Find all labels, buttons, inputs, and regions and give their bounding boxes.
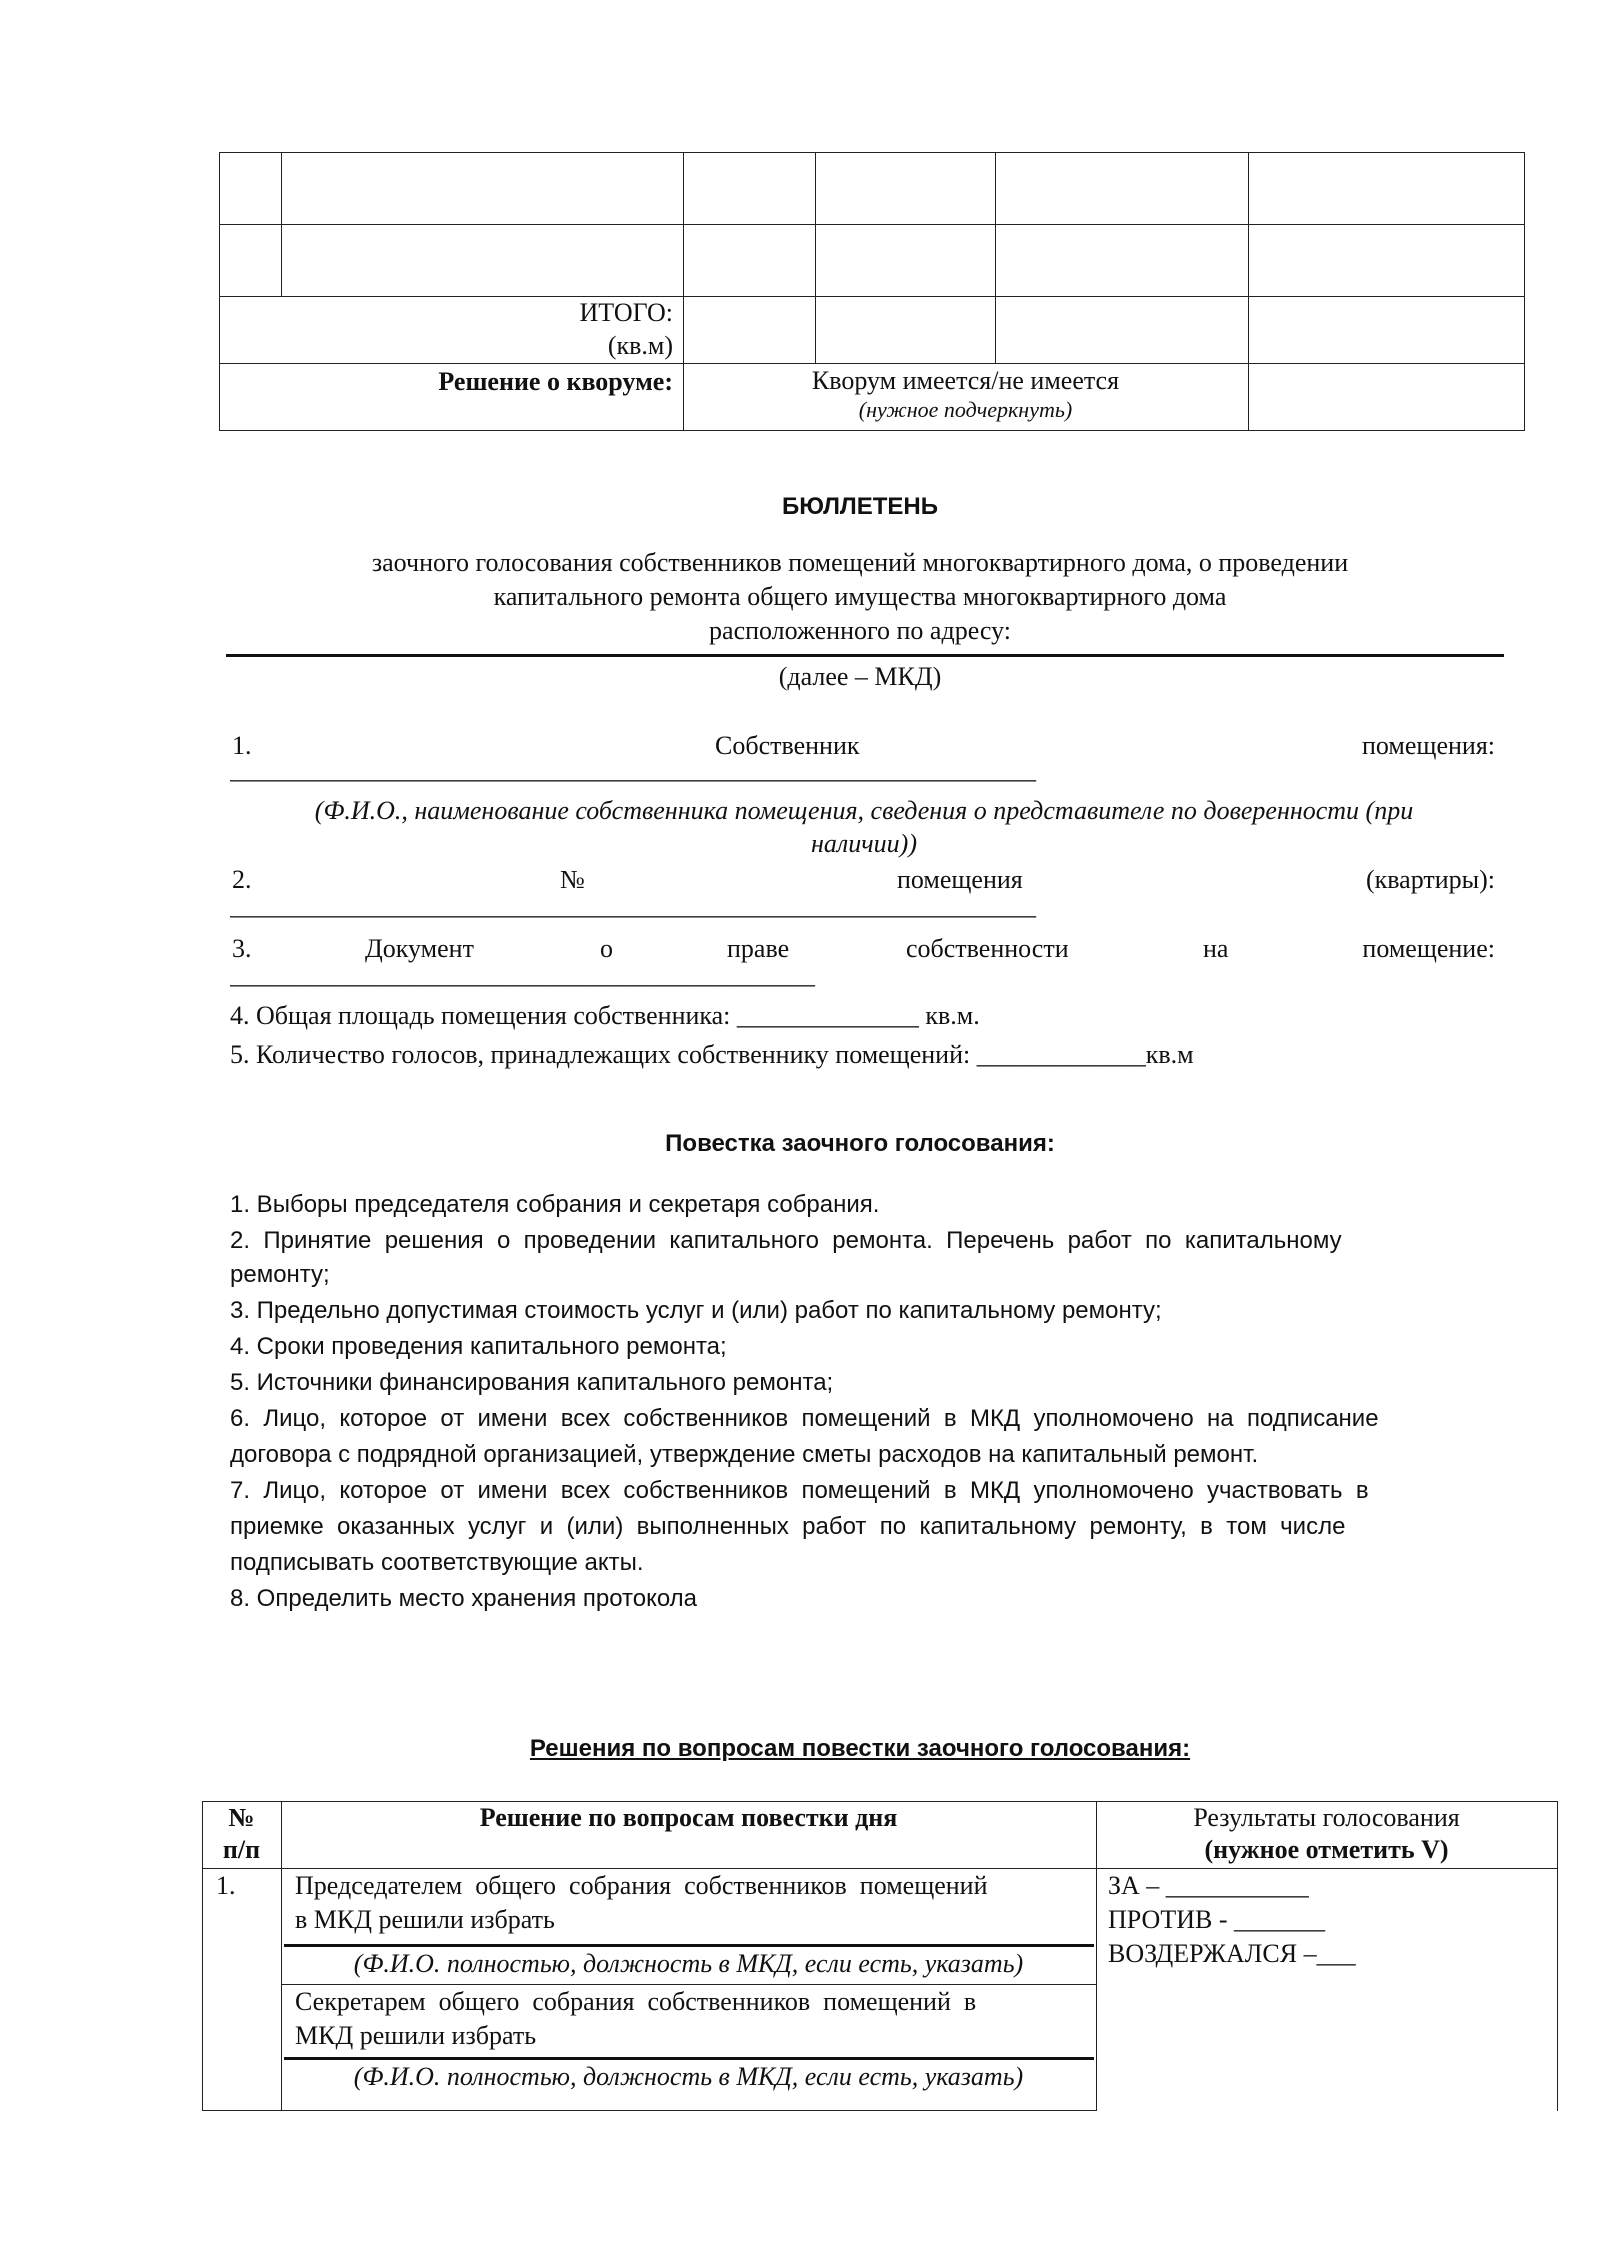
- agenda-item: 7. Лицо, которое от имени всех собственников помещений в МКД уполномочено участвовать в: [230, 1477, 1369, 1504]
- ballot-subtitle-line3: расположенного по адресу:: [709, 616, 1011, 645]
- agenda-item: 1. Выборы председателя собрания и секретаря собрания.: [230, 1191, 880, 1218]
- field-3-word-premises: помещение:: [1362, 934, 1495, 963]
- table-border: [995, 152, 996, 363]
- vote-abstain-field[interactable]: ВОЗДЕРЖАЛСЯ –___: [1108, 1939, 1356, 1968]
- field-1-number: 1.: [232, 731, 252, 760]
- field-1-blank[interactable]: ______________________________________________________________: [230, 755, 1036, 784]
- field-2-blank[interactable]: ______________________________________________________________: [230, 891, 1036, 920]
- agenda-title: Повестка заочного голосования:: [665, 1130, 1055, 1157]
- agenda-item: 5. Источники финансирования капитального ремонта;: [230, 1369, 834, 1396]
- field-3-word-document: Документ: [365, 934, 474, 963]
- agenda-item: 4. Сроки проведения капитального ремонта;: [230, 1333, 727, 1360]
- agenda-item: ремонту;: [230, 1261, 330, 1288]
- table-border: [219, 430, 1525, 431]
- quorum-value: Кворум имеется/не имеется: [811, 366, 1120, 395]
- agenda-item: приемке оказанных услуг и (или) выполненных работ по капитальному ремонту, в том числе: [230, 1513, 1346, 1540]
- secretary-decision-text-cont: МКД решили избрать: [295, 2021, 537, 2050]
- quorum-hint: (нужное подчеркнуть): [858, 397, 1073, 422]
- field-1-label-owner: Собственник: [715, 731, 860, 760]
- table-border: [1557, 1801, 1558, 2111]
- table-border: [219, 152, 1525, 153]
- col-decision-header: Решение по вопросам повестки дня: [479, 1803, 898, 1832]
- agenda-item: 8. Определить место хранения протокола: [230, 1585, 698, 1612]
- table-border: [219, 363, 1525, 364]
- field-1-hint: (Ф.И.О., наименование собственника помещения, сведения о представителе по доверенности (при: [314, 796, 1414, 825]
- field-3-word-right: праве: [727, 934, 790, 963]
- address-underline: [226, 654, 1504, 657]
- agenda-item: 2. Принятие решения о проведении капитального ремонта. Перечень работ по капитальному: [230, 1227, 1342, 1254]
- field-3-word-on: на: [1203, 934, 1229, 963]
- decisions-title: Решения по вопросам повестки заочного голосования:: [529, 1735, 1191, 1762]
- table-border: [815, 152, 816, 363]
- table-border: [219, 224, 1525, 225]
- ballot-subtitle-line2: капитального ремонта общего имущества многоквартирного дома: [493, 582, 1227, 611]
- table-border: [219, 152, 220, 431]
- agenda-item: подписывать соответствующие акты.: [230, 1549, 644, 1576]
- chairman-decision-text: Председателем общего собрания собственников помещений: [295, 1871, 988, 1900]
- table-border: [202, 2110, 1097, 2111]
- field-2-label-apartment: (квартиры):: [1365, 865, 1495, 894]
- agenda-item: договора с подрядной организацией, утверждение сметы расходов на капитальный ремонт.: [230, 1441, 1259, 1468]
- vote-for-field[interactable]: ЗА – ___________: [1108, 1871, 1309, 1900]
- table-border: [1524, 152, 1525, 431]
- col-number-header: №: [228, 1803, 255, 1832]
- chairman-decision-text-cont: в МКД решили избрать: [295, 1905, 555, 1934]
- secretary-hint: (Ф.И.О. полностью, должность в МКД, если есть, указать): [353, 2062, 1024, 2091]
- table-border: [1248, 152, 1249, 431]
- itogo-unit: (кв.м): [607, 331, 673, 360]
- vote-against-field[interactable]: ПРОТИВ - _______: [1108, 1905, 1325, 1934]
- row-number: 1.: [216, 1871, 236, 1900]
- agenda-item: 3. Предельно допустимая стоимость услуг и (или) работ по капитальному ремонту;: [230, 1297, 1162, 1324]
- summary-table: [219, 152, 1525, 431]
- field-1-label-premises: помещения:: [1362, 731, 1495, 760]
- ballot-title: БЮЛЛЕТЕНЬ: [781, 493, 939, 520]
- mkd-abbrev: (далее – МКД): [778, 662, 942, 691]
- field-3-word-o: о: [600, 934, 613, 963]
- chairman-hint: (Ф.И.О. полностью, должность в МКД, если есть, указать): [353, 1949, 1024, 1978]
- quorum-label: Решение о кворуме:: [438, 367, 673, 396]
- field-5-votes: 5. Количество голосов, принадлежащих собственнику помещений: _____________кв.м: [230, 1040, 1194, 1069]
- itogo-label: ИТОГО:: [579, 298, 673, 327]
- col-results-header-hint: (нужное отметить V): [1204, 1835, 1449, 1864]
- field-3-number: 3.: [232, 934, 252, 963]
- field-3-blank[interactable]: _____________________________________________: [230, 960, 815, 989]
- field-3-word-ownership: собственности: [906, 934, 1069, 963]
- col-results-header: Результаты голосования: [1193, 1803, 1460, 1832]
- field-2-label-premises: помещения: [897, 865, 1023, 894]
- field-4-area: 4. Общая площадь помещения собственника: ______________ кв.м.: [230, 1001, 980, 1030]
- field-2-number: 2.: [232, 865, 252, 894]
- col-number-header-sub: п/п: [222, 1835, 261, 1864]
- agenda-item: 6. Лицо, которое от имени всех собственников помещений в МКД уполномочено на подписание: [230, 1405, 1379, 1432]
- table-border: [281, 152, 282, 296]
- secretary-decision-text: Секретарем общего собрания собственников помещений в: [295, 1987, 977, 2016]
- ballot-subtitle-line1: заочного голосования собственников помещений многоквартирного дома, о проведении: [371, 548, 1349, 577]
- field-2-label-no: №: [560, 865, 585, 894]
- table-border: [219, 296, 1525, 297]
- field-1-hint-cont: наличии)): [811, 829, 917, 858]
- decisions-table: [202, 1801, 1558, 2111]
